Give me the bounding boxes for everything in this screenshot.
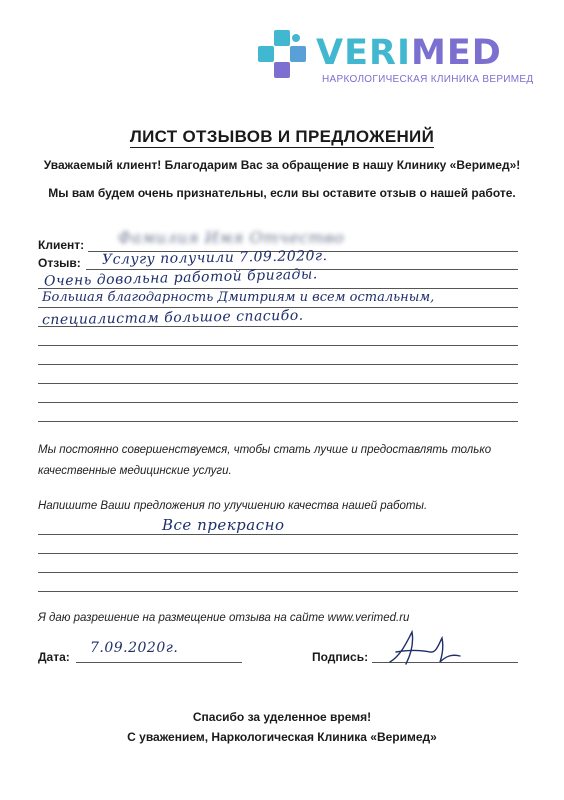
review-line-2 <box>38 288 518 289</box>
thanks-line-1: Спасибо за уделенное время! <box>192 710 372 724</box>
form-title: ЛИСТ ОТЗЫВОВ И ПРЕДЛОЖЕНИЙ <box>129 127 435 146</box>
permission-text: Я даю разрешение на размещение отзыва на сайте www.verimed.ru <box>38 612 410 624</box>
client-label: Клиент: <box>38 238 85 252</box>
review-line-9 <box>38 421 518 422</box>
verimed-logo <box>256 28 534 88</box>
review-line-7 <box>38 383 518 384</box>
handwritten-signature <box>386 626 466 670</box>
review-line-6 <box>38 364 518 365</box>
date-value: 7.09.2020г. <box>90 640 179 656</box>
logo-subtitle: НАРКОЛОГИЧЕСКАЯ КЛИНИКА ВЕРИМЕД <box>322 74 534 85</box>
review-line-5 <box>38 345 518 346</box>
suggestion-label: Напишите Ваши предложения по улучшению качества нашей работы. <box>38 500 428 512</box>
suggestion-value: Все прекрасно <box>162 516 285 534</box>
signature-label: Подпись: <box>312 650 369 664</box>
date-label: Дата: <box>38 650 70 664</box>
suggestion-line-2 <box>38 553 518 554</box>
medical-cross-icon <box>256 28 308 80</box>
suggestion-line-4 <box>38 591 518 592</box>
improvement-text-line-1: Мы постоянно совершенствуемся, чтобы стать лучше и предоставлять только <box>38 444 492 456</box>
review-label: Отзыв: <box>38 256 81 270</box>
thanks-line-2: С уважением, Наркологическая Клиника «Веримед» <box>127 730 437 744</box>
date-line <box>76 662 242 663</box>
intro-line-2: Мы вам будем очень признательны, если вы оставите отзыв о нашей работе. <box>48 186 516 200</box>
review-text-line-1: Услугу получили 7.09.2020г. <box>101 248 328 268</box>
review-line-8 <box>38 402 518 403</box>
review-text-line-3: Большая благодарность Дмитриям и всем остальным, <box>42 290 435 305</box>
intro-line-1: Уважаемый клиент! Благодарим Вас за обращение в нашу Клинику «Веримед»! <box>43 158 521 172</box>
suggestion-line-1 <box>38 534 518 535</box>
improvement-text-line-2: качественные медицинские услуги. <box>38 465 232 477</box>
review-text-line-2: Очень довольна работой бригады. <box>43 266 318 290</box>
logo-wordmark: VERIMED <box>316 33 502 73</box>
review-text-line-4: специалистам большое спасибо. <box>41 307 304 329</box>
suggestion-line-3 <box>38 572 518 573</box>
client-name-value: Фамилия Имя Отчество <box>118 228 345 247</box>
